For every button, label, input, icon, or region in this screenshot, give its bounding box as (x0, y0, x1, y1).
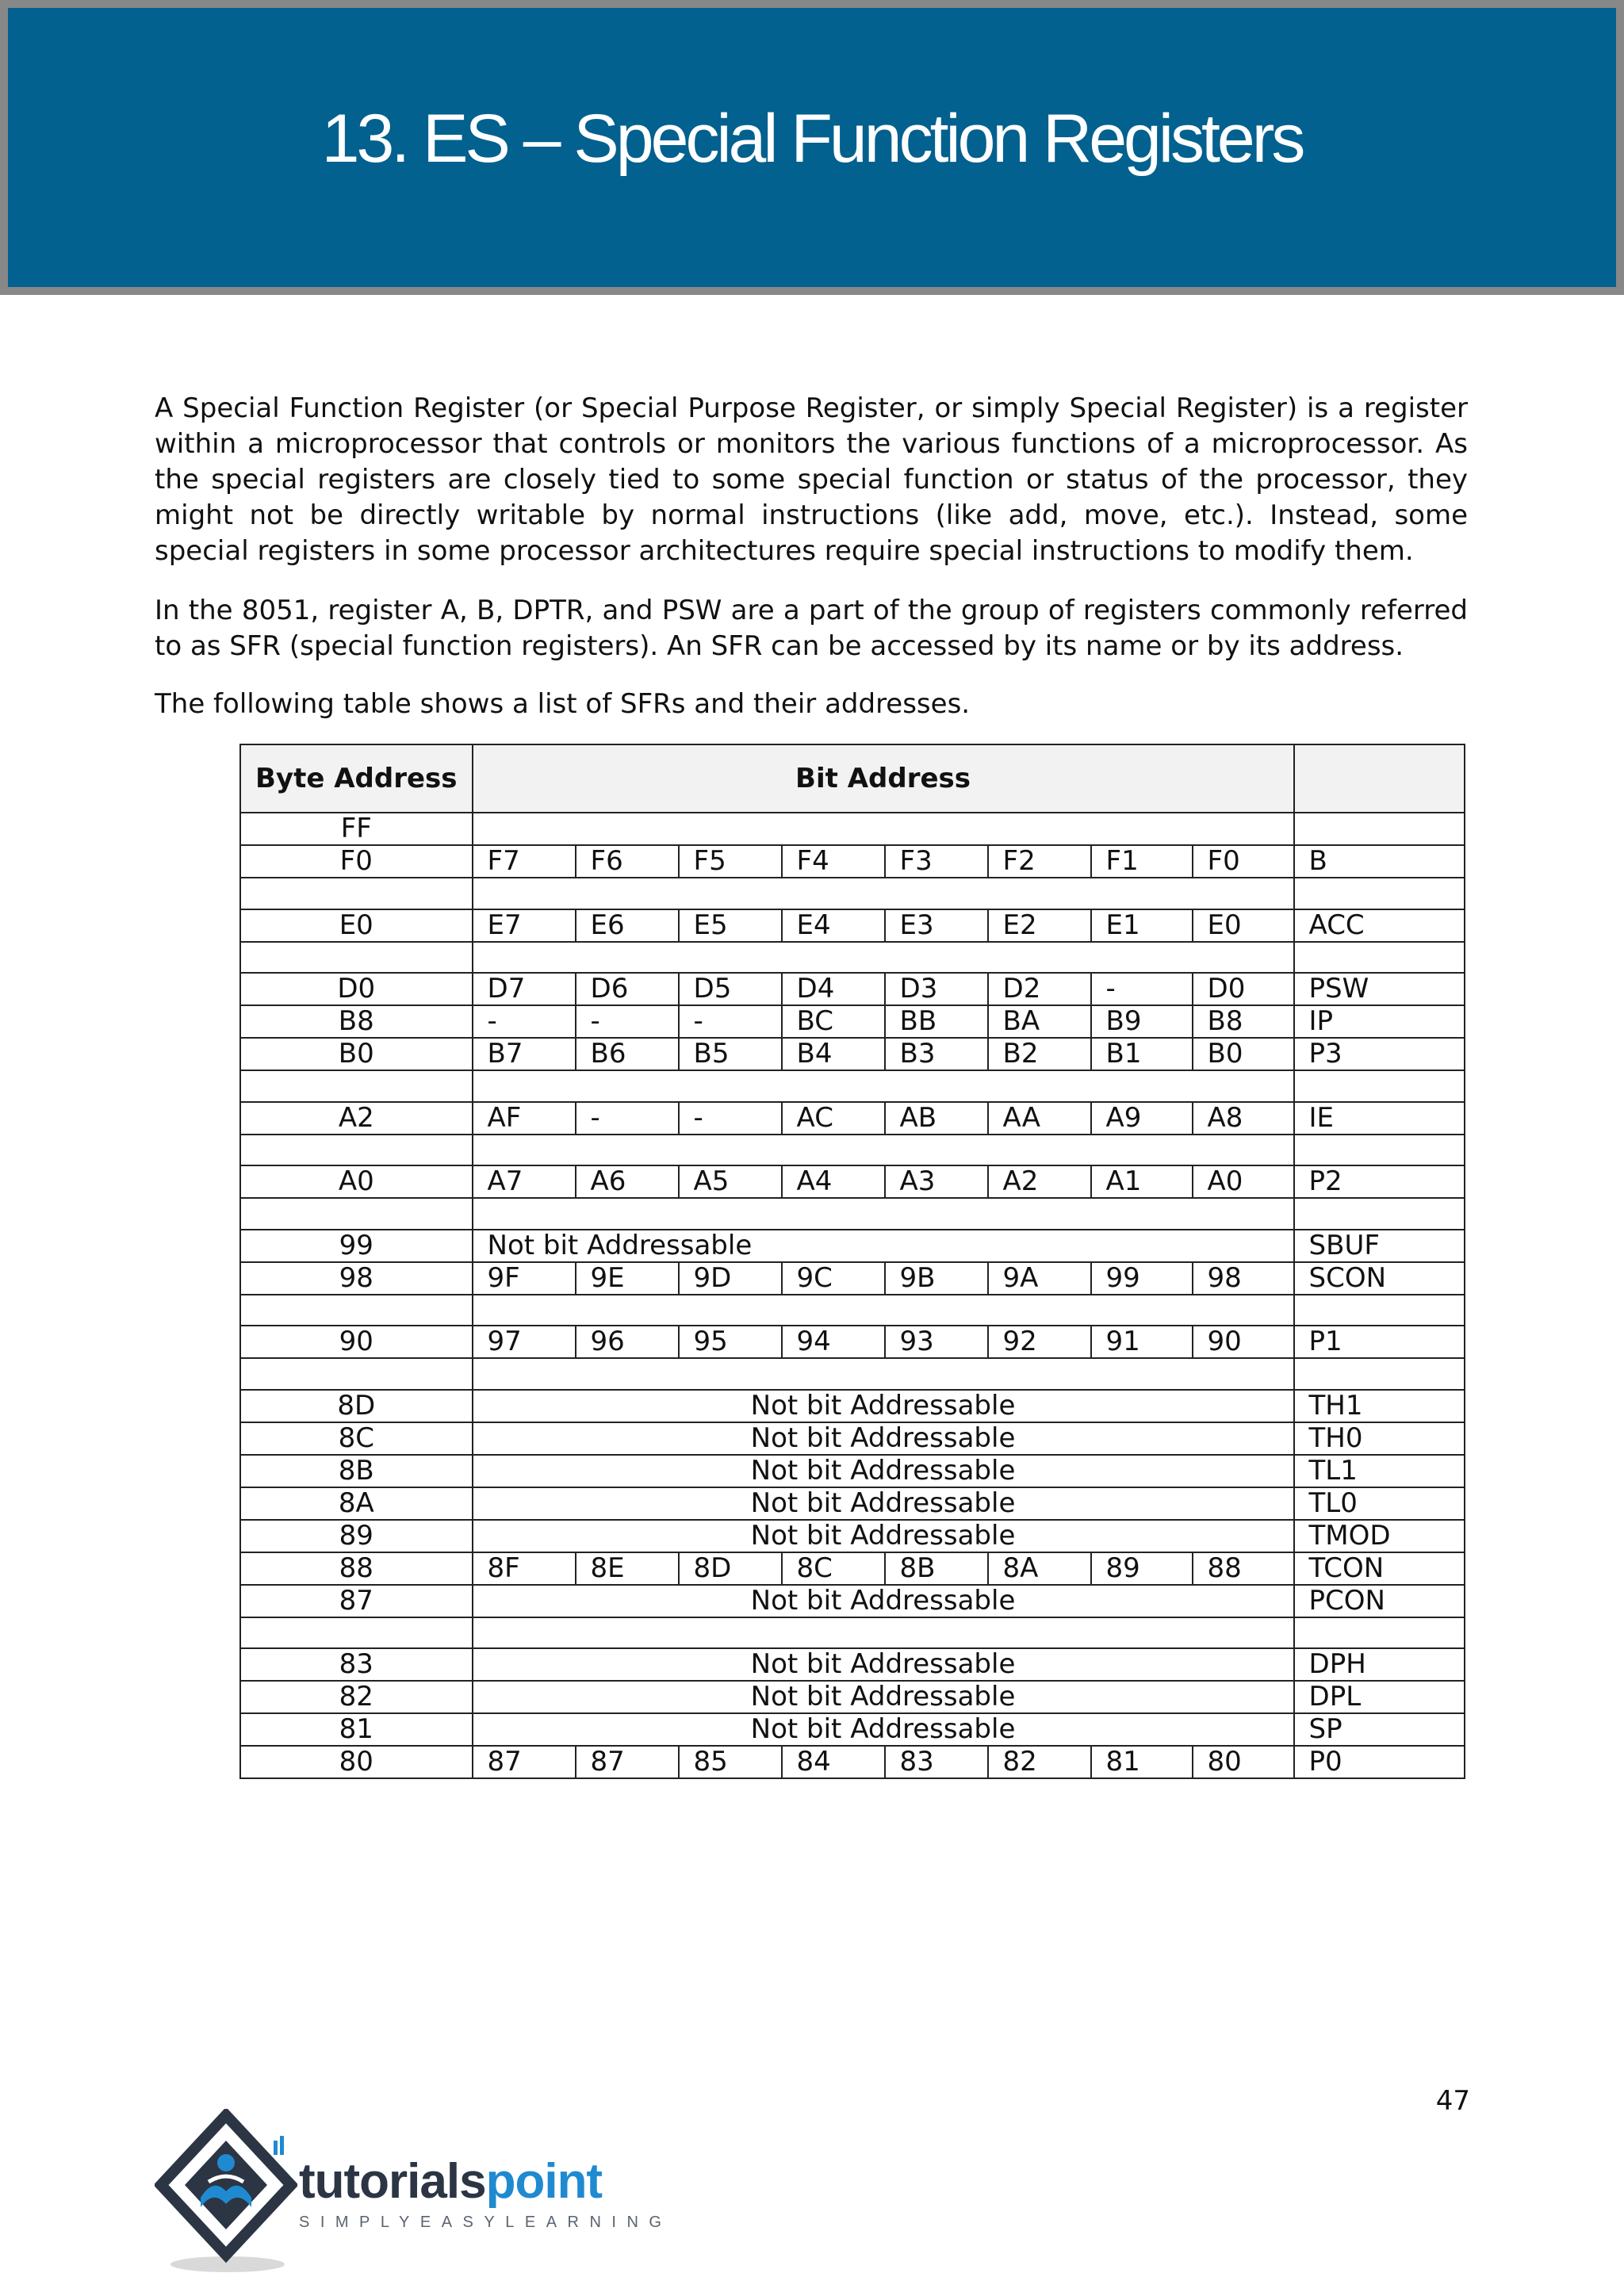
byte-address-cell: 89 (240, 1520, 473, 1552)
register-name-cell: DPH (1294, 1648, 1465, 1681)
bit-address-cell (473, 1295, 1294, 1326)
register-name-cell (1294, 1198, 1465, 1230)
logo-tagline: SIMPLYEASYLEARNING (299, 2214, 672, 2231)
bit-address-cell: A0 (1193, 1165, 1294, 1198)
bit-address-cell: 96 (576, 1326, 679, 1358)
byte-address-cell: 81 (240, 1713, 473, 1746)
bit-address-cell: 9C (782, 1262, 885, 1295)
table-row (240, 1520, 1465, 1552)
byte-address-cell: 87 (240, 1585, 473, 1617)
bit-address-cell: A8 (1193, 1102, 1294, 1135)
bit-address-cell: D5 (679, 973, 782, 1005)
bit-address-cell: D3 (885, 973, 988, 1005)
bit-address-cell: F0 (1193, 845, 1294, 878)
not-bit-addressable-cell: Not bit Addressable (473, 1648, 1294, 1681)
bit-address-cell: AA (988, 1102, 1091, 1135)
byte-address-cell: 90 (240, 1326, 473, 1358)
bit-address-cell: 81 (1091, 1746, 1193, 1778)
bit-address-cell: A9 (1091, 1102, 1193, 1135)
bit-address-cell (473, 813, 1294, 845)
register-name-cell: TL0 (1294, 1487, 1465, 1520)
table-row (240, 1617, 1465, 1649)
byte-address-cell: F0 (240, 845, 473, 878)
table-row (240, 1230, 1465, 1262)
byte-address-cell: 88 (240, 1552, 473, 1585)
byte-address-cell: 82 (240, 1681, 473, 1713)
logo-word-accent: point (485, 2154, 603, 2209)
bit-address-cell: A5 (679, 1165, 782, 1198)
register-name-cell: IE (1294, 1102, 1465, 1135)
table-row (240, 1648, 1465, 1681)
bit-address-cell (473, 1198, 1294, 1230)
bit-address-cell: 89 (1091, 1552, 1193, 1585)
tutorialspoint-logo (155, 2109, 672, 2275)
intro-paragraph: A Special Function Register (or Special Purpose Register, or simply Special Register) is a register within a microprocessor that controls or monitors the various functions of a microprocessor. As the special registers are closely tied to some special function or status of the processor, they might not be directly writable by normal instructions (like add, move, etc.). Instead, some special registers in some processor architectures require special instructions to modify them. (155, 392, 1468, 567)
byte-address-header: Byte Address (240, 744, 473, 813)
bit-address-cell: A2 (988, 1165, 1091, 1198)
bit-address-cell: 8D (679, 1552, 782, 1585)
register-name-cell (1294, 1295, 1465, 1326)
byte-address-cell: E0 (240, 909, 473, 942)
bit-address-cell: 87 (473, 1746, 576, 1778)
bit-address-cell: B1 (1091, 1038, 1193, 1070)
byte-address-cell (240, 1135, 473, 1166)
register-name-cell (1294, 1617, 1465, 1649)
register-name-cell: P1 (1294, 1326, 1465, 1358)
bit-address-cell: F1 (1091, 845, 1193, 878)
bit-address-cell: 94 (782, 1326, 885, 1358)
register-name-cell: PCON (1294, 1585, 1465, 1617)
register-name-cell (1294, 813, 1465, 845)
bit-address-cell: B2 (988, 1038, 1091, 1070)
register-name-cell: ACC (1294, 909, 1465, 942)
bit-address-cell: 88 (1193, 1552, 1294, 1585)
bit-address-cell: 99 (1091, 1262, 1193, 1295)
table-row (240, 1487, 1465, 1520)
bit-address-cell: B3 (885, 1038, 988, 1070)
bit-address-cell: BC (782, 1005, 885, 1038)
table-row (240, 1552, 1465, 1585)
bit-address-cell: B5 (679, 1038, 782, 1070)
bit-address-cell: E3 (885, 909, 988, 942)
register-name-cell: P0 (1294, 1746, 1465, 1778)
table-row (240, 1713, 1465, 1746)
bit-address-cell: AF (473, 1102, 576, 1135)
bit-address-cell: 84 (782, 1746, 885, 1778)
bit-address-cell (473, 1070, 1294, 1102)
bit-address-cell: 92 (988, 1326, 1091, 1358)
bit-address-cell: F5 (679, 845, 782, 878)
bit-address-cell: - (473, 1005, 576, 1038)
not-bit-addressable-cell: Not bit Addressable (473, 1713, 1294, 1746)
bit-address-cell: 90 (1193, 1326, 1294, 1358)
sfr-table-body (240, 813, 1465, 1778)
bit-address-cell: E0 (1193, 909, 1294, 942)
bit-address-cell: F4 (782, 845, 885, 878)
table-row (240, 1326, 1465, 1358)
bit-address-cell: E1 (1091, 909, 1193, 942)
byte-address-cell: 8C (240, 1422, 473, 1455)
bit-address-cell: AB (885, 1102, 988, 1135)
table-row (240, 1585, 1465, 1617)
bit-address-cell: 98 (1193, 1262, 1294, 1295)
bit-address-cell: E4 (782, 909, 885, 942)
register-name-cell: TCON (1294, 1552, 1465, 1585)
chapter-title: 13. ES – Special Function Registers (321, 101, 1303, 177)
bit-address-cell (473, 942, 1294, 974)
bit-address-cell: B0 (1193, 1038, 1294, 1070)
bit-address-cell: E5 (679, 909, 782, 942)
bit-address-cell: - (679, 1005, 782, 1038)
byte-address-cell: 8A (240, 1487, 473, 1520)
bit-address-cell: E6 (576, 909, 679, 942)
register-name-cell: TL1 (1294, 1455, 1465, 1487)
byte-address-cell: A0 (240, 1165, 473, 1198)
bit-address-cell: AC (782, 1102, 885, 1135)
bit-address-cell: 9A (988, 1262, 1091, 1295)
register-name-cell: B (1294, 845, 1465, 878)
table-row (240, 1422, 1465, 1455)
table-row (240, 942, 1465, 974)
page-number: 47 (1435, 2085, 1470, 2117)
register-name-cell: IP (1294, 1005, 1465, 1038)
bit-address-cell: 9F (473, 1262, 576, 1295)
bit-address-cell (473, 1358, 1294, 1390)
byte-address-cell: FF (240, 813, 473, 845)
register-name-cell: P2 (1294, 1165, 1465, 1198)
byte-address-cell (240, 1617, 473, 1649)
byte-address-cell: 99 (240, 1230, 473, 1262)
byte-address-cell (240, 1070, 473, 1102)
table-row (240, 1295, 1465, 1326)
byte-address-cell: 8B (240, 1455, 473, 1487)
bit-address-cell: BA (988, 1005, 1091, 1038)
bit-address-cell: 87 (576, 1746, 679, 1778)
bit-address-cell: E7 (473, 909, 576, 942)
bit-address-cell: D2 (988, 973, 1091, 1005)
bit-address-cell: 97 (473, 1326, 576, 1358)
table-row (240, 1681, 1465, 1713)
bit-address-cell: - (679, 1102, 782, 1135)
bit-address-cell: A6 (576, 1165, 679, 1198)
bit-address-cell: 8F (473, 1552, 576, 1585)
table-row (240, 1455, 1465, 1487)
not-bit-addressable-cell: Not bit Addressable (473, 1585, 1294, 1617)
bit-address-cell: 8C (782, 1552, 885, 1585)
sfr-paragraph: In the 8051, register A, B, DPTR, and PSW are a part of the group of registers commonly referred to as SFR (special function registers). An SFR can be accessed by its name or by its address. (155, 595, 1468, 662)
byte-address-cell: 98 (240, 1262, 473, 1295)
byte-address-cell: B8 (240, 1005, 473, 1038)
table-row (240, 1135, 1465, 1166)
byte-address-cell (240, 878, 473, 909)
bit-address-cell (473, 878, 1294, 909)
table-row (240, 1102, 1465, 1135)
register-name-header (1294, 744, 1465, 813)
bit-address-cell: A1 (1091, 1165, 1193, 1198)
bit-address-cell: 91 (1091, 1326, 1193, 1358)
byte-address-cell: B0 (240, 1038, 473, 1070)
table-row (240, 1165, 1465, 1198)
not-bit-addressable-cell: Not bit Addressable (473, 1230, 1294, 1262)
bit-address-cell: A4 (782, 1165, 885, 1198)
bit-address-cell: B4 (782, 1038, 885, 1070)
bit-address-cell (473, 1617, 1294, 1649)
table-row (240, 813, 1465, 845)
table-row (240, 1390, 1465, 1422)
bit-address-cell: 83 (885, 1746, 988, 1778)
register-name-cell: TMOD (1294, 1520, 1465, 1552)
table-row (240, 845, 1465, 878)
byte-address-cell: D0 (240, 973, 473, 1005)
table-row (240, 1005, 1465, 1038)
bit-address-cell: B8 (1193, 1005, 1294, 1038)
bit-address-cell: 85 (679, 1746, 782, 1778)
logo-word-main: tutorials (299, 2154, 486, 2209)
bit-address-cell: 8A (988, 1552, 1091, 1585)
bit-address-cell: D7 (473, 973, 576, 1005)
bit-address-cell: 82 (988, 1746, 1091, 1778)
bit-address-cell: A3 (885, 1165, 988, 1198)
not-bit-addressable-cell: Not bit Addressable (473, 1455, 1294, 1487)
bit-address-cell: D4 (782, 973, 885, 1005)
bit-address-cell: F2 (988, 845, 1091, 878)
logo-wordmark (299, 2153, 602, 2210)
bit-address-cell: F3 (885, 845, 988, 878)
bit-address-cell: BB (885, 1005, 988, 1038)
bit-address-cell: 9D (679, 1262, 782, 1295)
table-row (240, 1038, 1465, 1070)
bit-address-cell: - (1091, 973, 1193, 1005)
bit-address-cell: 95 (679, 1326, 782, 1358)
logo-diamond-icon (155, 2109, 297, 2275)
byte-address-cell (240, 942, 473, 974)
table-row (240, 1358, 1465, 1390)
table-intro-paragraph: The following table shows a list of SFRs and their addresses. (155, 688, 971, 720)
sfr-table (239, 744, 1465, 1779)
byte-address-cell: 80 (240, 1746, 473, 1778)
bit-address-cell: 8B (885, 1552, 988, 1585)
not-bit-addressable-cell: Not bit Addressable (473, 1390, 1294, 1422)
register-name-cell (1294, 942, 1465, 974)
register-name-cell (1294, 1135, 1465, 1166)
byte-address-cell: 83 (240, 1648, 473, 1681)
bit-address-cell: D6 (576, 973, 679, 1005)
byte-address-cell (240, 1295, 473, 1326)
register-name-cell: P3 (1294, 1038, 1465, 1070)
bit-address-cell: F6 (576, 845, 679, 878)
bit-address-cell: 9E (576, 1262, 679, 1295)
table-row (240, 1262, 1465, 1295)
bit-address-cell: B9 (1091, 1005, 1193, 1038)
not-bit-addressable-cell: Not bit Addressable (473, 1681, 1294, 1713)
byte-address-cell (240, 1358, 473, 1390)
not-bit-addressable-cell: Not bit Addressable (473, 1422, 1294, 1455)
table-row (240, 1070, 1465, 1102)
bit-address-cell: E2 (988, 909, 1091, 942)
byte-address-cell (240, 1198, 473, 1230)
chapter-banner (0, 0, 1624, 295)
register-name-cell: TH0 (1294, 1422, 1465, 1455)
not-bit-addressable-cell: Not bit Addressable (473, 1520, 1294, 1552)
table-header-row (240, 744, 1465, 813)
not-bit-addressable-cell: Not bit Addressable (473, 1487, 1294, 1520)
byte-address-cell: 8D (240, 1390, 473, 1422)
table-row (240, 909, 1465, 942)
bit-address-header: Bit Address (473, 744, 1294, 813)
bit-address-cell: D0 (1193, 973, 1294, 1005)
register-name-cell (1294, 1070, 1465, 1102)
table-row (240, 878, 1465, 909)
register-name-cell: DPL (1294, 1681, 1465, 1713)
bit-address-cell: - (576, 1102, 679, 1135)
register-name-cell: SBUF (1294, 1230, 1465, 1262)
bit-address-cell (473, 1135, 1294, 1166)
bit-address-cell: 80 (1193, 1746, 1294, 1778)
bit-address-cell: 8E (576, 1552, 679, 1585)
register-name-cell: PSW (1294, 973, 1465, 1005)
table-row (240, 1746, 1465, 1778)
bit-address-cell: B7 (473, 1038, 576, 1070)
byte-address-cell: A2 (240, 1102, 473, 1135)
register-name-cell (1294, 878, 1465, 909)
register-name-cell (1294, 1358, 1465, 1390)
bit-address-cell: B6 (576, 1038, 679, 1070)
register-name-cell: SCON (1294, 1262, 1465, 1295)
bit-address-cell: 9B (885, 1262, 988, 1295)
bit-address-cell: - (576, 1005, 679, 1038)
register-name-cell: SP (1294, 1713, 1465, 1746)
bit-address-cell: 93 (885, 1326, 988, 1358)
register-name-cell: TH1 (1294, 1390, 1465, 1422)
bit-address-cell: A7 (473, 1165, 576, 1198)
bit-address-cell: F7 (473, 845, 576, 878)
table-row (240, 1198, 1465, 1230)
table-row (240, 973, 1465, 1005)
